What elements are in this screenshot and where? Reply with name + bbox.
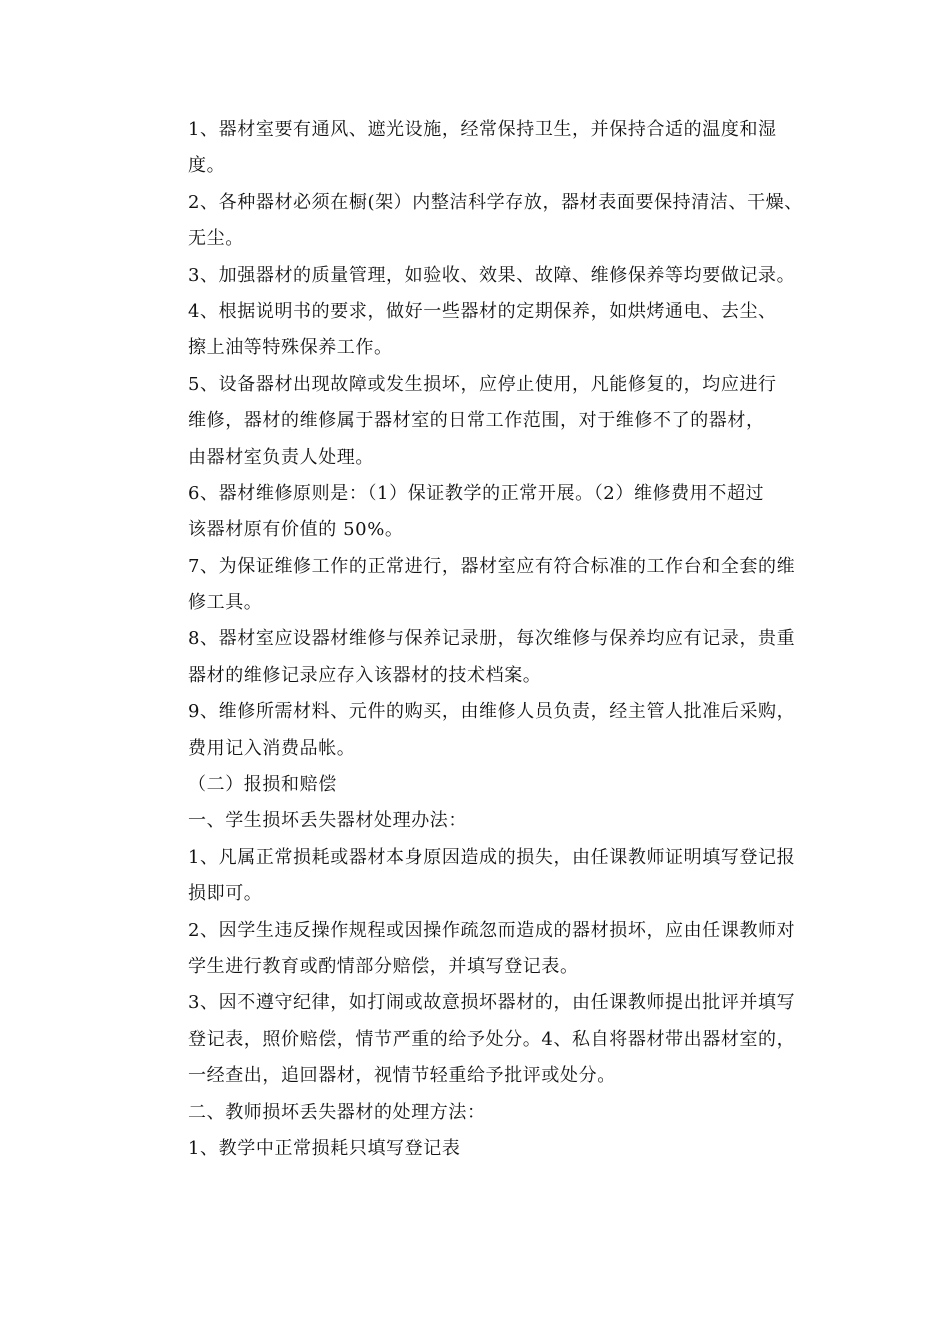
text-line: 2、因学生违反操作规程或因操作疏忽而造成的器材损坏，应由任课教师对 bbox=[188, 919, 796, 941]
text-line: 一经查出，追回器材，视情节轻重给予批评或处分。 bbox=[188, 1065, 616, 1087]
text-line: 无尘。 bbox=[188, 228, 244, 250]
text-line: 度。 bbox=[188, 155, 226, 177]
text-line: 学生进行教育或酌情部分赔偿，并填写登记表。 bbox=[188, 955, 579, 977]
text-line: 1、教学中正常损耗只填写登记表 bbox=[188, 1137, 461, 1159]
text-line: 该器材原有价值的 50%。 bbox=[188, 519, 404, 541]
section-heading: （二）报损和赔偿 bbox=[188, 774, 337, 796]
text-line: 3、因不遵守纪律，如打闹或故意损坏器材的，由任课教师提出批评并填写 bbox=[188, 992, 796, 1014]
text-line: 维修，器材的维修属于器材室的日常工作范围，对于维修不了的器材， bbox=[188, 410, 765, 432]
text-line: 损即可。 bbox=[188, 883, 263, 905]
text-line: 9、维修所需材料、元件的购买，由维修人员负责，经主管人批准后采购， bbox=[188, 701, 796, 723]
text-line: 6、器材维修原则是：（1）保证教学的正常开展。（2）维修费用不超过 bbox=[188, 482, 765, 504]
text-line: 2、各种器材必须在橱(架）内整洁科学存放，器材表面要保持清洁、干燥、 bbox=[188, 191, 803, 213]
text-line: 费用记入消费品帐。 bbox=[188, 737, 356, 759]
text-line: 1、凡属正常损耗或器材本身原因造成的损失，由任课教师证明填写登记报 bbox=[188, 846, 796, 868]
subsection-heading: 一、学生损坏丢失器材处理办法： bbox=[188, 810, 467, 832]
text-line: 5、设备器材出现故障或发生损坏，应停止使用，凡能修复的，均应进行 bbox=[188, 373, 777, 395]
text-line: 1、器材室要有通风、遮光设施，经常保持卫生，并保持合适的温度和湿 bbox=[188, 119, 777, 140]
text-line: 登记表，照价赔偿，情节严重的给予处分。4、私自将器材带出器材室的， bbox=[188, 1028, 796, 1050]
text-line: 8、器材室应设器材维修与保养记录册，每次维修与保养均应有记录，贵重 bbox=[188, 628, 796, 650]
text-line: 器材的维修记录应存入该器材的技术档案。 bbox=[188, 664, 542, 686]
text-line: 4、根据说明书的要求，做好一些器材的定期保养，如烘烤通电、去尘、 bbox=[188, 300, 777, 322]
text-line: 修工具。 bbox=[188, 592, 263, 614]
document-body bbox=[188, 112, 808, 1167]
subsection-heading: 二、教师损坏丢失器材的处理方法： bbox=[188, 1101, 486, 1123]
text-line: 3、加强器材的质量管理，如验收、效果、故障、维修保养等均要做记录。 bbox=[188, 264, 796, 286]
text-line: 由器材室负责人处理。 bbox=[188, 446, 374, 468]
text-line: 7、为保证维修工作的正常进行，器材室应有符合标准的工作台和全套的维 bbox=[188, 555, 796, 577]
text-line: 擦上油等特殊保养工作。 bbox=[188, 337, 393, 359]
